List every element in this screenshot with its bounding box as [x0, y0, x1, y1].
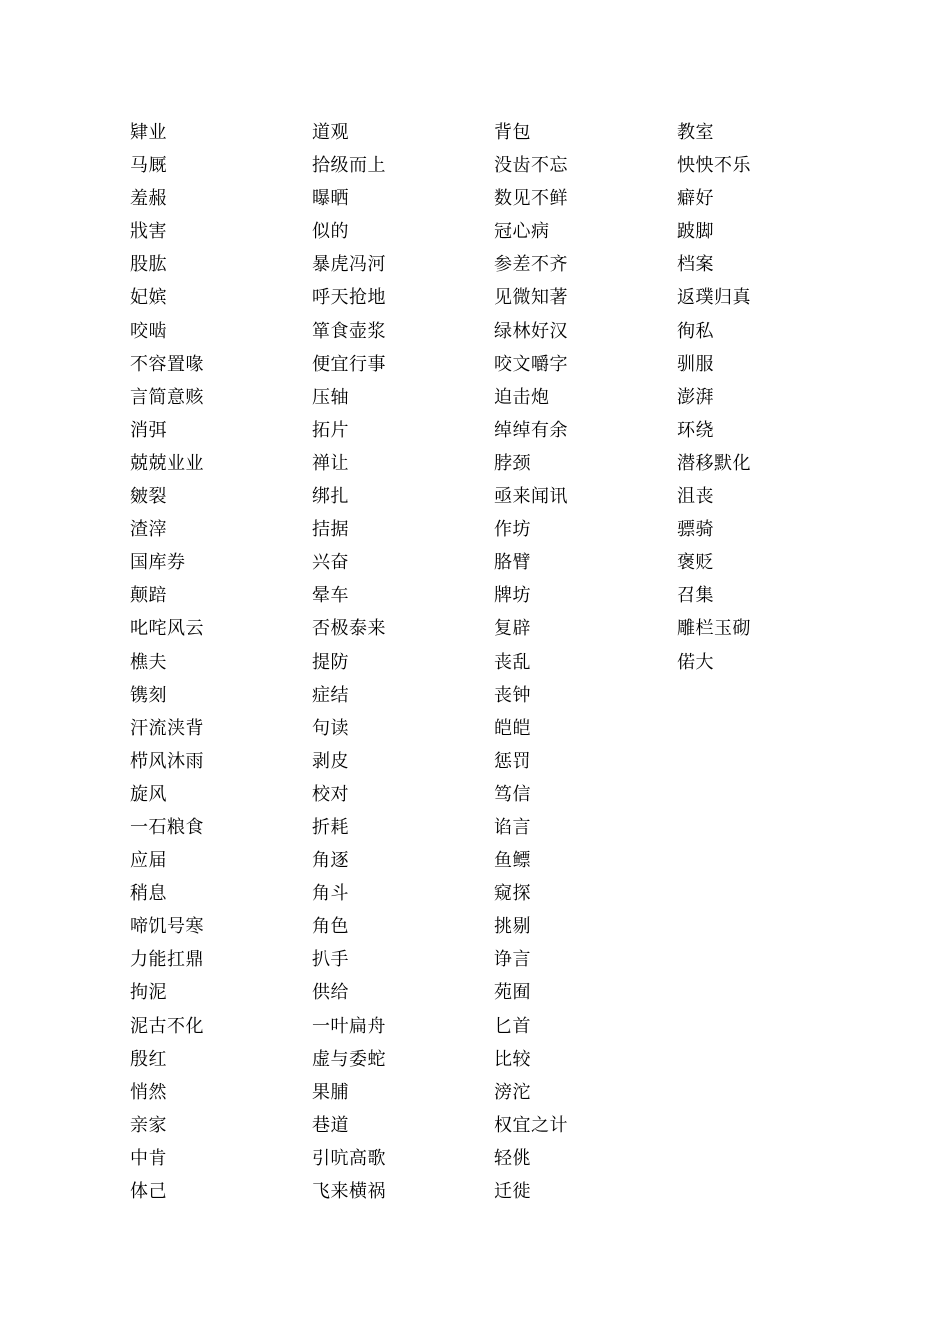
- word-entry: 数见不鲜: [494, 188, 568, 210]
- word-entry: 沮丧: [677, 486, 714, 508]
- word-column-4: [677, 116, 847, 679]
- word-entry: 作坊: [494, 519, 531, 541]
- word-entry: 马厩: [130, 155, 167, 177]
- word-entry: 中肯: [130, 1147, 167, 1169]
- word-entry: 丧乱: [494, 651, 531, 673]
- word-entry: 参差不齐: [494, 254, 568, 276]
- word-entry: 果脯: [312, 1081, 349, 1103]
- word-entry: 巷道: [312, 1114, 349, 1136]
- word-entry: 苑囿: [494, 982, 531, 1004]
- word-entry: 皑皑: [494, 717, 531, 739]
- word-entry: 迁徙: [494, 1181, 531, 1202]
- word-entry: 教室: [677, 122, 714, 143]
- word-entry: 道观: [312, 122, 349, 143]
- word-entry: 暴虎冯河: [312, 254, 386, 276]
- word-entry: 复辟: [494, 618, 531, 640]
- word-entry: 角色: [312, 916, 349, 938]
- word-entry: 丧钟: [494, 684, 531, 706]
- word-entry: 剥皮: [312, 750, 349, 772]
- word-entry: 悄然: [130, 1081, 167, 1103]
- word-entry: 轻佻: [494, 1147, 531, 1169]
- word-entry: 角逐: [312, 850, 349, 872]
- word-entry: 啼饥号寒: [130, 916, 204, 938]
- word-entry: 体己: [130, 1181, 167, 1202]
- word-entry: 引吭高歌: [312, 1147, 386, 1169]
- word-entry: 绿林好汉: [494, 320, 568, 342]
- word-entry: 呼天抢地: [312, 287, 386, 309]
- word-entry: 褒贬: [677, 552, 714, 574]
- word-entry: 拓片: [312, 419, 349, 441]
- word-entry: 校对: [312, 783, 349, 805]
- word-entry: 压轴: [312, 386, 349, 408]
- word-entry: 汗流浃背: [130, 717, 204, 739]
- word-entry: 冠心病: [494, 221, 550, 243]
- word-entry: 召集: [677, 585, 714, 607]
- word-column-3: [494, 116, 664, 1208]
- word-entry: 胳臂: [494, 552, 531, 574]
- word-entry: 旋风: [130, 783, 167, 805]
- word-entry: 肄业: [130, 122, 167, 143]
- word-entry: 一叶扁舟: [312, 1015, 386, 1037]
- word-entry: 骠骑: [677, 519, 714, 541]
- word-entry: 亟来闻讯: [494, 486, 568, 508]
- word-entry: 环绕: [677, 419, 714, 441]
- word-entry: 拾级而上: [312, 155, 386, 177]
- word-entry: 迫击炮: [494, 386, 550, 408]
- word-entry: 羞赧: [130, 188, 167, 210]
- word-entry: 晕车: [312, 585, 349, 607]
- word-entry: 飞来横祸: [312, 1181, 386, 1202]
- word-entry: 言简意赅: [130, 386, 204, 408]
- word-entry: 折耗: [312, 816, 349, 838]
- word-entry: 颠踣: [130, 585, 167, 607]
- word-entry: 档案: [677, 254, 714, 276]
- word-entry: 力能扛鼎: [130, 949, 204, 971]
- word-entry: 国库券: [130, 552, 186, 574]
- word-entry: 樵夫: [130, 651, 167, 673]
- word-entry: 绰绰有余: [494, 419, 568, 441]
- word-entry: 雕栏玉砌: [677, 618, 751, 640]
- word-entry: 便宜行事: [312, 353, 386, 375]
- word-entry: 背包: [494, 122, 531, 143]
- word-entry: 皴裂: [130, 486, 167, 508]
- word-entry: 没齿不忘: [494, 155, 568, 177]
- word-entry: 叱咤风云: [130, 618, 204, 640]
- word-entry: 戕害: [130, 221, 167, 243]
- word-entry: 扒手: [312, 949, 349, 971]
- word-entry: 泥古不化: [130, 1015, 204, 1037]
- word-entry: 兢兢业业: [130, 452, 204, 474]
- word-entry: 消弭: [130, 419, 167, 441]
- word-entry: 禅让: [312, 452, 349, 474]
- word-entry: 妃嫔: [130, 287, 167, 309]
- word-column-2: [312, 116, 482, 1208]
- word-entry: 怏怏不乐: [677, 155, 751, 177]
- word-entry: 症结: [312, 684, 349, 706]
- word-entry: 驯服: [677, 353, 714, 375]
- word-entry: 拮据: [312, 519, 349, 541]
- word-entry: 诤言: [494, 949, 531, 971]
- word-entry: 稍息: [130, 883, 167, 905]
- word-column-1: [130, 116, 300, 1208]
- word-entry: 惩罚: [494, 750, 531, 772]
- word-entry: 似的: [312, 221, 349, 243]
- word-entry: 否极泰来: [312, 618, 386, 640]
- word-entry: 不容置喙: [130, 353, 204, 375]
- word-entry: 谄言: [494, 816, 531, 838]
- word-entry: 应届: [130, 850, 167, 872]
- word-entry: 徇私: [677, 320, 714, 342]
- word-entry: 拘泥: [130, 982, 167, 1004]
- word-entry: 比较: [494, 1048, 531, 1070]
- word-entry: 角斗: [312, 883, 349, 905]
- word-entry: 亲家: [130, 1114, 167, 1136]
- word-entry: 权宜之计: [494, 1114, 568, 1136]
- word-entry: 股肱: [130, 254, 167, 276]
- word-entry: 虚与委蛇: [312, 1048, 386, 1070]
- word-entry: 一石粮食: [130, 816, 204, 838]
- word-entry: 鱼鳔: [494, 850, 531, 872]
- word-entry: 提防: [312, 651, 349, 673]
- word-entry: 跛脚: [677, 221, 714, 243]
- word-entry: 脖颈: [494, 452, 531, 474]
- word-entry: 癖好: [677, 188, 714, 210]
- word-entry: 潜移默化: [677, 452, 751, 474]
- word-entry: 匕首: [494, 1015, 531, 1037]
- word-entry: 栉风沐雨: [130, 750, 204, 772]
- word-entry: 句读: [312, 717, 349, 739]
- word-entry: 渣滓: [130, 519, 167, 541]
- word-entry: 供给: [312, 982, 349, 1004]
- word-entry: 偌大: [677, 651, 714, 673]
- word-entry: 返璞归真: [677, 287, 751, 309]
- word-entry: 咬文嚼字: [494, 353, 568, 375]
- word-entry: 牌坊: [494, 585, 531, 607]
- word-entry: 兴奋: [312, 552, 349, 574]
- word-entry: 笃信: [494, 783, 531, 805]
- word-entry: 窥探: [494, 883, 531, 905]
- word-entry: 箪食壶浆: [312, 320, 386, 342]
- word-entry: 挑剔: [494, 916, 531, 938]
- word-entry: 滂沱: [494, 1081, 531, 1103]
- word-entry: 镌刻: [130, 684, 167, 706]
- word-entry: 澎湃: [677, 386, 714, 408]
- word-entry: 见微知著: [494, 287, 568, 309]
- word-entry: 殷红: [130, 1048, 167, 1070]
- word-entry: 曝晒: [312, 188, 349, 210]
- word-entry: 绑扎: [312, 486, 349, 508]
- word-entry: 咬啮: [130, 320, 167, 342]
